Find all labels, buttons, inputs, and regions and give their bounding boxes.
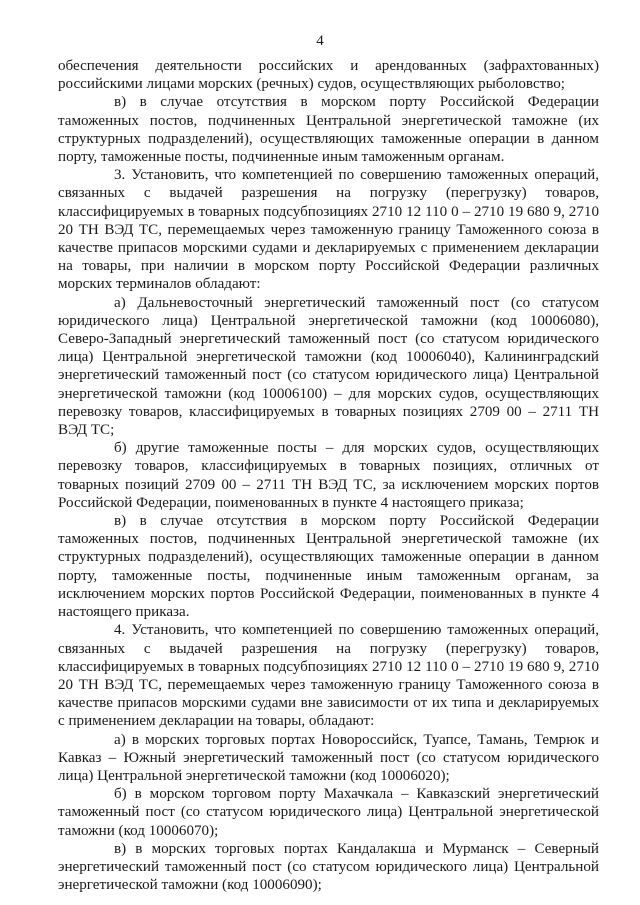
paragraph-continuation: обеспечения деятельности российских и арендованных (зафрахтованных) российскими лицами морских (речных) судов, осуществляющих рыболовство; <box>58 58 599 93</box>
paragraph-item-b-4: б) в морском торговом порту Махачкала – Кавказский энергетический таможенный пост (со статусом юридического лица) Центральной энергетической таможни (код 10006070); <box>58 786 599 839</box>
paragraph-item-a-4: а) в морских торговых портах Новороссийск, Туапсе, Тамань, Темрюк и Кавказ – Южный энергетический таможенный пост (со статусом юридического лица) Центральной энергетической таможни (код 10006020); <box>58 731 599 784</box>
document-body <box>58 57 599 894</box>
paragraph-item-b-3: б) другие таможенные посты – для морских судов, осуществляющих перевозку товаров, классифицируемых в товарных позициях, отличных от товарных позиций 2709 00 – 2711 ТН ВЭД ТС, за исключением морских портов Российской Федерации, поименованных в пункте 4 настоящего приказа; <box>58 440 599 511</box>
paragraph-point-3: 3. Установить, что компетенцией по совершению таможенных операций, связанных с выдачей разрешения на погрузку (перегрузку) товаров, классифицируемых в товарных подсубпозициях 2710 12 110 0 – 2710 19 680 9, 2710 20 ТН ВЭД ТС, перемещаемых через таможенную границу Таможенного союза в качестве припасов морскими судами и декларируемых с применением декларации на товары, при наличии в морском порту Российской Федерации различных морских терминалов обладают: <box>58 167 599 293</box>
paragraph-item-v-4: в) в морских торговых портах Кандалакша и Мурманск – Северный энергетический таможенный пост (со статусом юридического лица) Центральной энергетической таможни (код 10006090); <box>58 840 599 894</box>
paragraph-item-a-3: а) Дальневосточный энергетический таможенный пост (со статусом юридического лица) Центральной энергетической таможни (код 10006080), Северо-Западный энергетический таможенный пост (со статусом юридического лица) Центральной энергетической таможни (код 10006040), Калининградский энергетический таможенный пост (со статусом юридического лица) Центральной энергетической таможни (код 10006100) – для морских судов, осуществляющих перевозку товаров, классифицируемых в товарных позициях 2709 00 – 2711 ТН ВЭД ТС; <box>58 294 599 439</box>
paragraph-item-v-3: в) в случае отсутствия в морском порту Российской Федерации таможенных постов, подчиненных Центральной энергетической таможне (их структурных подразделений), осуществляющих таможенные операции в данном порту, таможенные посты, подчиненные иным таможенным органам, за исключением морских портов Российской Федерации, поименованных в пункте 4 настоящего приказа. <box>58 513 599 621</box>
page-number: 4 <box>316 33 324 49</box>
paragraph-item-v-1: в) в случае отсутствия в морском порту Российской Федерации таможенных постов, подчиненных Центральной энергетической таможне (их структурных подразделений), осуществляющих таможенные операции в данном порту, таможенные посты, подчиненные иным таможенным органам. <box>58 94 599 166</box>
paragraph-point-4: 4. Установить, что компетенцией по совершению таможенных операций, связанных с выдачей разрешения на погрузку (перегрузку) товаров, классифицируемых в товарных подсубпозициях 2710 12 110 0 – 2710 19 680 9, 2710 20 ТН ВЭД ТС, перемещаемых через таможенную границу Таможенного союза в качестве припасов морскими судами вне зависимости от их типа и декларируемых с применением декларации на товары, обладают: <box>58 622 599 730</box>
